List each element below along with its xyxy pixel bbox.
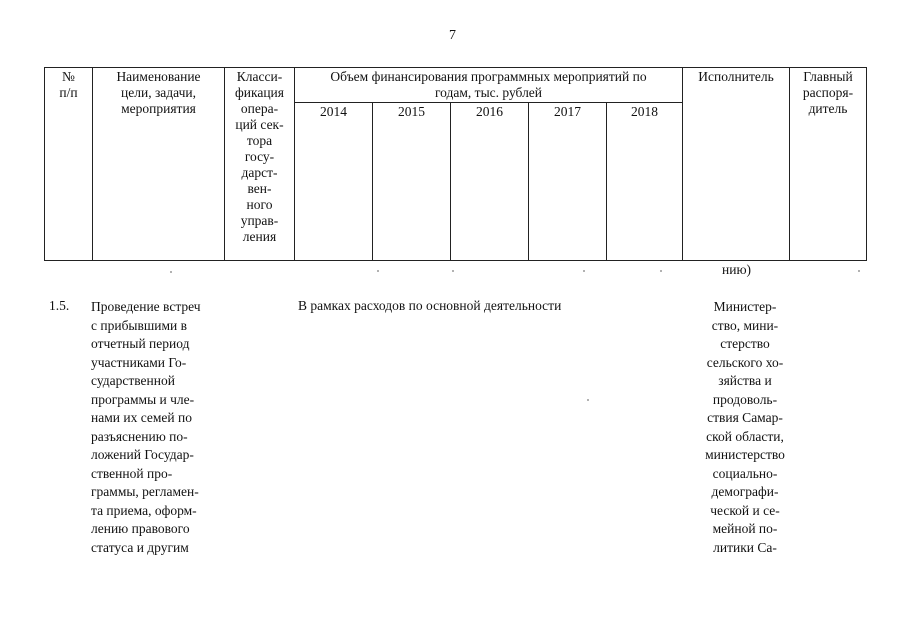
row-description: Проведение встреч с прибывшими в отчетный период участниками Го- сударственной программы и чле- нами их семей по разъяснению по- ложений Государ- ственной про- граммы, регламен- та приема, оформ- лению правового статуса и другим	[91, 299, 201, 555]
program-table-header	[44, 67, 867, 261]
header-num: № п/п	[45, 68, 93, 261]
scan-speck	[583, 270, 585, 272]
header-chief: Главный распоря- дитель	[790, 68, 867, 261]
header-classification: Класси- фикация опера- ций сек- тора госу- дарст- вен- ного управ- ления	[225, 68, 295, 261]
header-year: 2016	[451, 103, 529, 261]
header-year: 2017	[529, 103, 607, 261]
row-number: 1.5.	[49, 298, 70, 313]
row-executor: Министер- ство, мини- стерство сельского хо- зяйства и продоволь- ствия Самар- ской области, министерство социально- демографи- ческой и се- мейной по- литики Са-	[705, 299, 785, 555]
header-year: 2018	[607, 103, 683, 261]
scan-speck	[858, 270, 860, 272]
row-financing: В рамках расходов по основной деятельности	[298, 298, 562, 313]
scan-speck	[170, 271, 172, 273]
header-year: 2014	[295, 103, 373, 261]
continuation-fragment: нию)	[722, 262, 752, 277]
scan-speck	[377, 270, 379, 272]
header-executor: Исполнитель	[683, 68, 790, 261]
header-funding: Объем финансирования программных мероприятий по годам, тыс. рублей	[295, 68, 683, 103]
header-name: Наименование цели, задачи, мероприятия	[93, 68, 225, 261]
scan-speck	[452, 270, 454, 272]
header-year: 2015	[373, 103, 451, 261]
scan-speck	[660, 270, 662, 272]
page-number: 7	[449, 28, 456, 43]
scan-speck	[587, 399, 589, 401]
